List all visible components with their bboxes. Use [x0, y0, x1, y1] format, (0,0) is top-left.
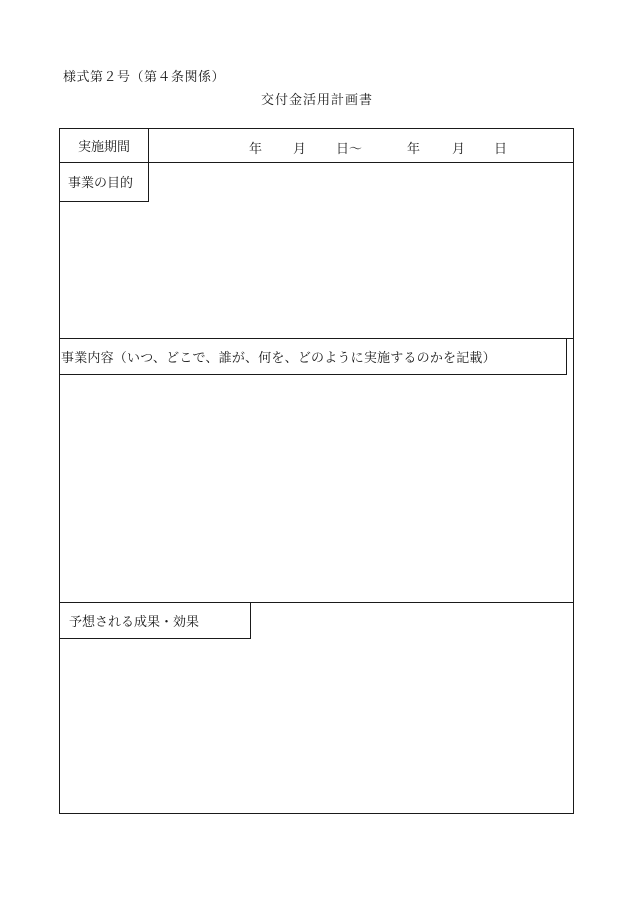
period-label-text: 実施期間	[77, 140, 130, 155]
content-label-text: 事業内容（いつ、どこで、誰が、何を、どのように実施するのかを記載）	[61, 351, 496, 366]
purpose-label	[60, 162, 149, 202]
purpose-field[interactable]	[60, 202, 573, 338]
period-field[interactable]	[149, 129, 573, 162]
start-year-unit: 年	[249, 142, 263, 157]
plan-form	[59, 128, 574, 814]
form-number: 様式第２号（第４条関係）	[63, 70, 226, 85]
end-day-unit: 日	[494, 142, 508, 157]
content-field[interactable]	[60, 375, 573, 601]
start-month-unit: 月	[293, 142, 307, 157]
effect-label	[60, 603, 251, 639]
end-month-unit: 月	[452, 142, 466, 157]
content-label	[60, 339, 567, 375]
form-title: 交付金活用計画書	[260, 93, 373, 108]
effect-field[interactable]	[60, 639, 573, 811]
start-day-unit: 日～	[336, 142, 363, 157]
period-label	[60, 129, 149, 162]
effect-label-text: 予想される成果・効果	[69, 615, 200, 630]
end-year-unit: 年	[407, 142, 421, 157]
purpose-label-text: 事業の目的	[68, 176, 134, 191]
